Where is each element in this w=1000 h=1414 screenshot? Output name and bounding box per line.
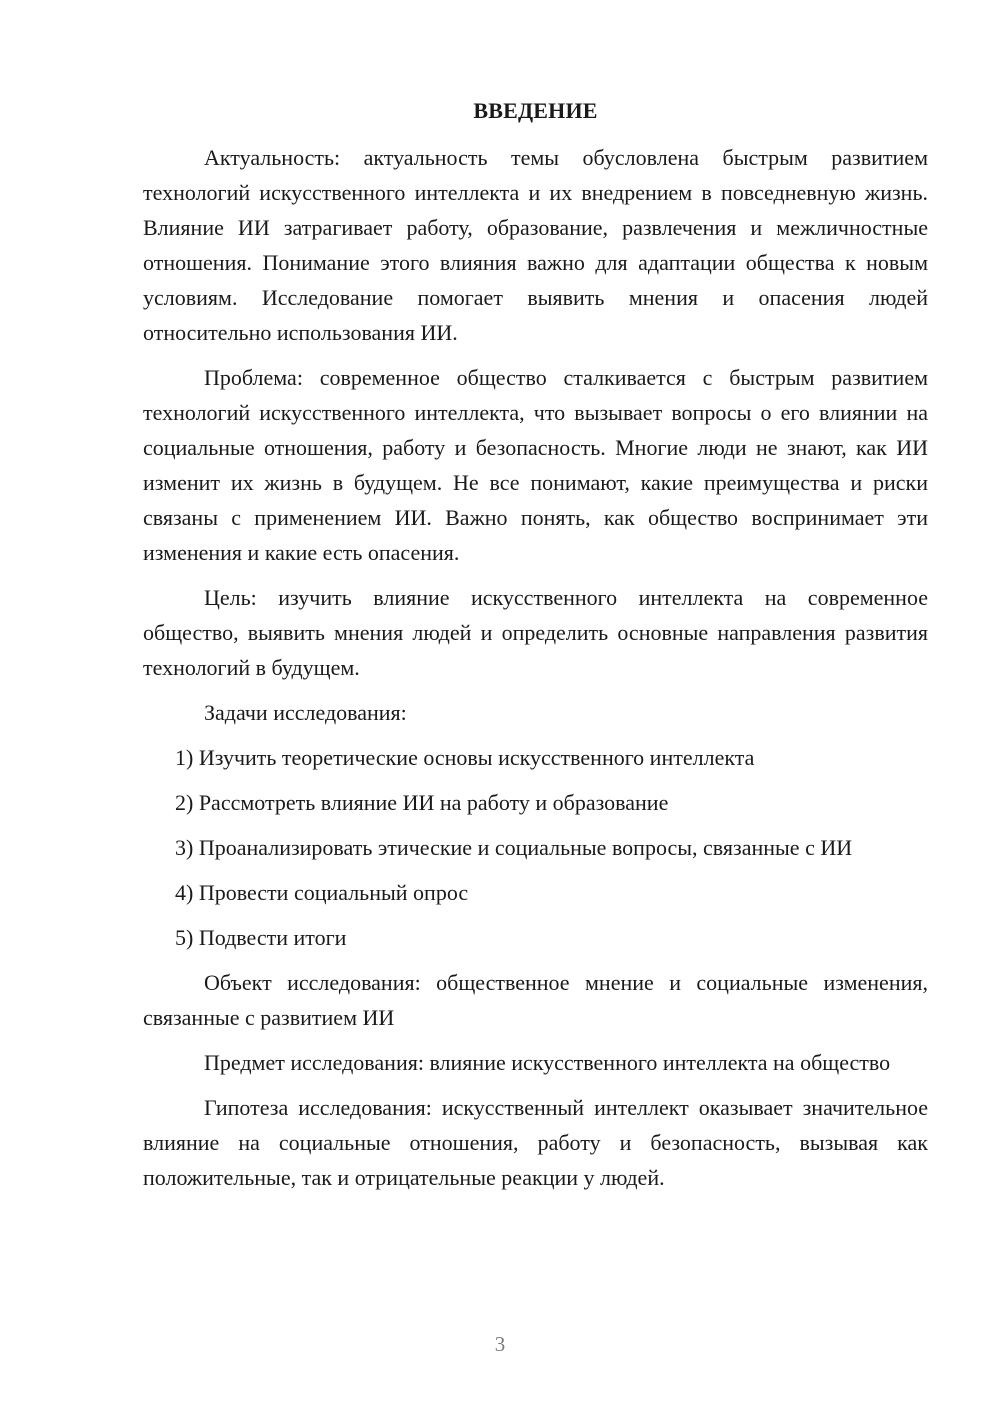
list-item: 3) Проанализировать этические и социальные вопросы, связанные с ИИ [175,835,853,860]
paragraph-relevance: Актуальность: актуальность темы обусловлена быстрым развитием технологий искусственного интеллекта и их внедрением в повседневную жизнь. Влияние ИИ затрагивает работу, образование, развлечения и межличностные отношения. Понимание этого влияния важно для адаптации общества к новым условиям. Исследование помогает выявить мнения и опасения людей относительно использования ИИ. [143,145,928,345]
list-item: 1) Изучить теоретические основы искусственного интеллекта [175,745,755,770]
paragraph-subject: Предмет исследования: влияние искусственного интеллекта на общество [204,1050,891,1075]
paragraph-object: Объект исследования: общественное мнение и социальные изменения, связанные с развитием ИИ [143,970,928,1030]
tasks-list [143,740,928,955]
section-title: ВВЕДЕНИЕ [473,98,598,123]
list-item: 2) Рассмотреть влияние ИИ на работу и образование [175,790,669,815]
paragraph-goal: Цель: изучить влияние искусственного интеллекта на современное общество, выявить мнения людей и определить основные направления развития технологий в будущем. [143,585,928,680]
paragraph-problem: Проблема: современное общество сталкивается с быстрым развитием технологий искусственного интеллекта, что вызывает вопросы о его влиянии на социальные отношения, работу и безопасность. Многие люди не знают, как ИИ изменит их жизнь в будущем. Не все понимают, какие преимущества и риски связаны с применением ИИ. Важно понять, как общество воспринимает эти изменения и какие есть опасения. [143,365,928,565]
list-item: 4) Провести социальный опрос [175,880,469,905]
tasks-heading: Задачи исследования: [204,700,407,725]
page-number: 3 [494,1332,506,1356]
list-item: 5) Подвести итоги [175,925,347,950]
document-page [143,94,928,1205]
paragraph-hypothesis: Гипотеза исследования: искусственный интеллект оказывает значительное влияние на социальные отношения, работу и безопасность, вызывая как положительные, так и отрицательные реакции у людей. [143,1095,928,1190]
